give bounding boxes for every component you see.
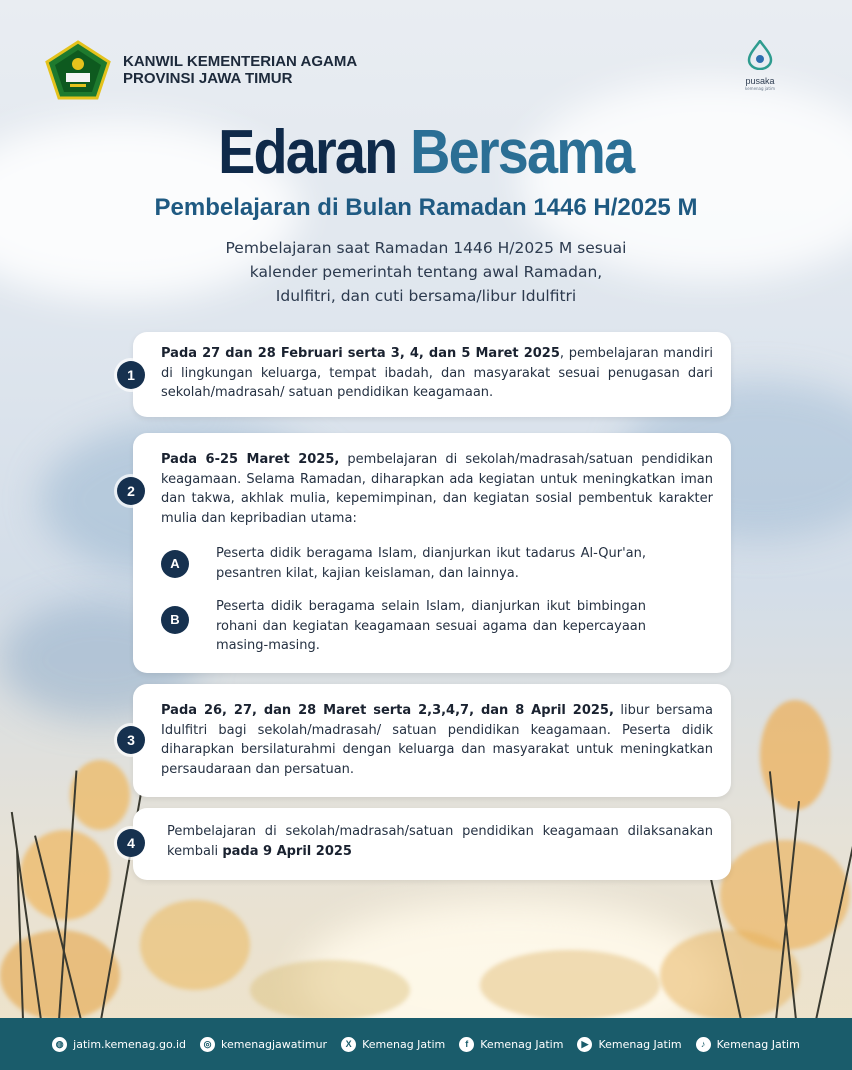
pusaka-logo-text: pusaka xyxy=(745,76,775,86)
pusaka-logo xyxy=(730,40,790,91)
sub-item-badge: A xyxy=(161,550,189,578)
footer-tiktok-text: Kemenag Jatim xyxy=(716,1037,800,1051)
tiktok-icon: ♪ xyxy=(696,1037,711,1052)
info-card-text: Pembelajaran di sekolah/madrasah/satuan pendidikan keagamaan dilaksanakan kembali pada 9 April 2025 xyxy=(167,824,713,859)
facebook-icon: f xyxy=(459,1037,474,1052)
page-title xyxy=(0,118,852,188)
footer-facebook-text: Kemenag Jatim xyxy=(480,1037,564,1051)
sub-item-text: Peserta didik beragama selain Islam, dianjurkan ikut bimbingan rohani dan kegiatan keagamaan sesuai agama dan kepercayaan masing-masing. xyxy=(216,599,646,653)
info-card xyxy=(133,332,731,417)
item-number-badge: 4 xyxy=(117,829,145,857)
footer-youtube-text: Kemenag Jatim xyxy=(598,1037,682,1051)
intro-text xyxy=(180,236,672,308)
header xyxy=(45,40,357,100)
sub-item-text: Peserta didik beragama Islam, dianjurkan ikut tadarus Al-Qur'an, pesantren kilat, kajian keislaman, dan lainnya. xyxy=(216,546,646,581)
pusaka-logo-icon xyxy=(747,40,773,70)
youtube-icon: ▶ xyxy=(577,1037,592,1052)
sub-item-badge: B xyxy=(161,606,189,634)
footer-instagram[interactable] xyxy=(200,1037,327,1052)
footer-social-bar xyxy=(0,1018,852,1070)
info-card xyxy=(133,808,731,880)
globe-icon: ◍ xyxy=(52,1037,67,1052)
footer-website-text: jatim.kemenag.go.id xyxy=(73,1037,187,1051)
org-name-line2: PROVINSI JAWA TIMUR xyxy=(123,70,293,87)
title-word-1: Edaran xyxy=(218,118,397,187)
info-card xyxy=(133,684,731,797)
item-number-badge: 3 xyxy=(117,726,145,754)
page-subtitle: Pembelajaran di Bulan Ramadan 1446 H/2025 M xyxy=(154,194,698,221)
info-card xyxy=(133,433,731,673)
footer-website[interactable] xyxy=(52,1037,186,1052)
intro-line: Idulfitri, dan cuti bersama/libur Idulfitri xyxy=(275,287,577,305)
footer-youtube[interactable] xyxy=(577,1037,681,1052)
org-name-line1: KANWIL KEMENTERIAN AGAMA xyxy=(123,53,358,70)
item-number-badge: 2 xyxy=(117,477,145,505)
footer-twitter-text: Kemenag Jatim xyxy=(362,1037,446,1051)
footer-tiktok[interactable] xyxy=(696,1037,800,1052)
intro-line: kalender pemerintah tentang awal Ramadan, xyxy=(249,263,603,281)
item-number-badge: 1 xyxy=(117,361,145,389)
kemenag-logo-icon xyxy=(45,40,111,100)
footer-twitter[interactable] xyxy=(341,1037,445,1052)
footer-instagram-text: kemenagjawatimur xyxy=(221,1037,328,1051)
intro-line: Pembelajaran saat Ramadan 1446 H/2025 M sesuai xyxy=(225,239,627,257)
footer-facebook[interactable] xyxy=(459,1037,563,1052)
info-card-text: Pada 27 dan 28 Februari serta 3, 4, dan 5 Maret 2025, pembelajaran mandiri di lingkungan keluarga, tempat ibadah, dan masyarakat sesuai penugasan dari sekolah/madrasah/ satuan pendidikan keagamaan. xyxy=(161,346,713,400)
instagram-icon: ◎ xyxy=(200,1037,215,1052)
title-word-2: Bersama xyxy=(410,118,634,187)
x-icon: X xyxy=(341,1037,356,1052)
info-card-text: Pada 6-25 Maret 2025, pembelajaran di sekolah/madrasah/satuan pendidikan keagamaan. Selama Ramadan, diharapkan ada kegiatan untuk meningkatkan iman dan takwa, akhlak mulia, kepemimpinan, dan kegiatan sosial pembentuk karakter mulia dan kepribadian utama: xyxy=(161,452,713,526)
info-card-text: Pada 26, 27, dan 28 Maret serta 2,3,4,7, dan 8 April 2025, libur bersama Idulfitri bagi sekolah/madrasah/ satuan pendidikan keagamaan. Peserta didik diharapkan bersilaturahmi dengan keluarga dan masyarakat untuk meningkatkan persaudaraan dan persatuan. xyxy=(161,703,713,777)
pusaka-logo-subtext: kemenag jatim xyxy=(745,86,775,91)
